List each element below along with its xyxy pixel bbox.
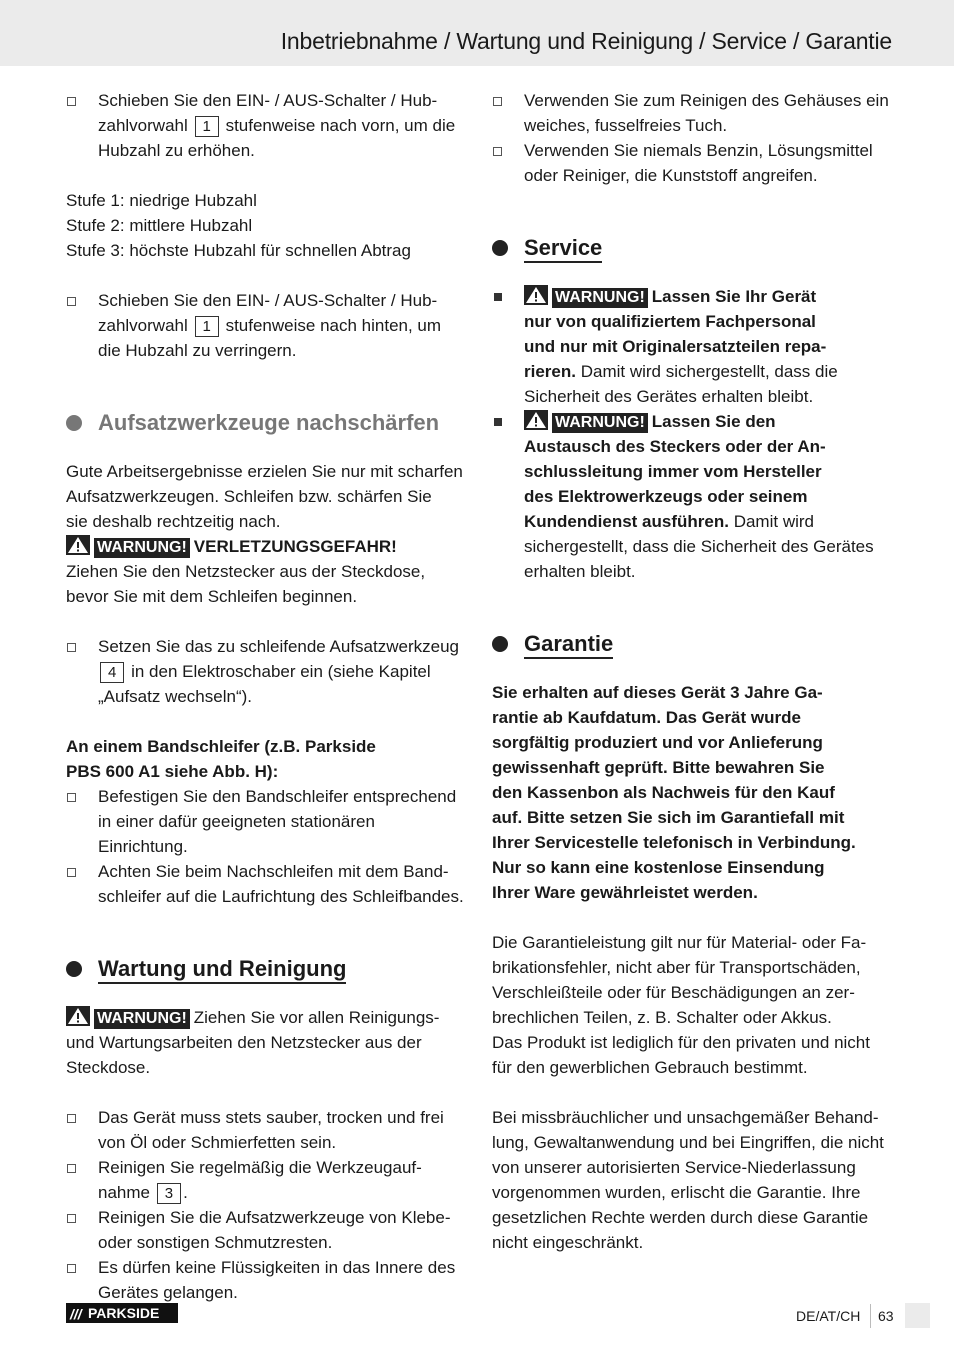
page-number: 63 <box>878 1308 894 1324</box>
filled-square-bullet-icon <box>494 293 502 301</box>
list-item <box>66 1105 466 1155</box>
list-item <box>66 1255 466 1305</box>
list-item-text: Setzen Sie das zu schleifende Aufsatzwerkzeug <box>98 637 459 656</box>
list-item-text: Es dürfen keine Flüssigkeiten in das Innere des <box>98 1258 456 1277</box>
paragraph-line: sie deshalb rechtzeitig nach. <box>66 512 281 531</box>
list-item <box>492 88 892 138</box>
list-item-text: „Aufsatz wechseln“). <box>98 687 252 706</box>
list-item-text: Reinigen Sie die Aufsatzwerkzeuge von Klebe- <box>98 1208 451 1227</box>
section-heading-wartung: Wartung und Reinigung <box>66 954 466 984</box>
list-item-text: stufenweise nach vorn, um die <box>225 116 456 135</box>
warning-triangle-icon <box>524 410 548 430</box>
paragraph-line: bevor Sie mit dem Schleifen beginnen. <box>66 587 358 606</box>
section-dot-icon <box>492 240 508 256</box>
language-codes: DE/AT/CH <box>796 1308 861 1324</box>
list-item: WARNUNG! Lassen Sie Ihr Gerät nur von qualifiziertem Fachpersonal und nur mit Originalersatzteilen repa- rieren. Damit wird sichergestellt, dass die Sicherheit des Gerätes erhalten bleibt. <box>492 284 892 409</box>
warning-label: WARNUNG! <box>94 1009 190 1029</box>
list-item-text: oder Reiniger, die Kunststoff angreifen. <box>524 166 818 185</box>
open-square-bullet-icon <box>493 147 502 156</box>
list-item-text: oder sonstigen Schmutzresten. <box>98 1233 333 1252</box>
warning-line <box>66 534 466 559</box>
open-square-bullet-icon <box>67 97 76 106</box>
garantie-paragraph-2: Die Garantieleistung gilt nur für Material- oder Fa- brikationsfehler, nicht aber für Transportschäden, Verschleißteile oder für Beschädigungen an zer- brechlichen Teilen, z. B. Schalter oder Akkus. Das Produkt ist lediglich für den privaten und nicht für den gewerblichen Gebrauch bestimmt. <box>492 933 870 1077</box>
list-item: WARNUNG! Lassen Sie den Austausch des Steckers oder der An- schlussleitung immer vom Hersteller des Elektrowerkzeugs oder seinem Kundendienst ausführen. Damit wird sichergestellt, dass die Sicherheit des Gerätes erhalten bleibt. <box>492 409 892 584</box>
list-item-text: nahme <box>98 1183 150 1202</box>
list-item <box>66 88 466 163</box>
page-title: Inbetriebnahme / Wartung und Reinigung / Service / Garantie <box>280 28 892 54</box>
paragraph-line: Aufsatzwerkzeugen. Schleifen bzw. schärfen Sie <box>66 487 432 506</box>
list-item-text: zahlvorwahl <box>98 116 188 135</box>
warning-triangle-icon <box>524 285 548 305</box>
garantie-bold-paragraph: Sie erhalten auf dieses Gerät 3 Jahre Ga- rantie ab Kaufdatum. Das Gerät wurde sorgfältig produziert und vor Anlieferung gewissenhaft geprüft. Bitte bewahren Sie den Kassenbon als Nachweis für den Kauf auf. Bitte setzen Sie sich im Garantiefall mit Ihrer Servicestelle telefonisch in Verbindung. Nur so kann eine kostenlose Einsendung Ihrer Ware gewährleistet werden. <box>492 683 856 902</box>
open-square-bullet-icon <box>493 97 502 106</box>
warning-label: WARNUNG! <box>552 413 648 433</box>
list-item-text: Schieben Sie den EIN- / AUS-Schalter / Hub- <box>98 91 438 110</box>
list-item-text: in einer dafür geeigneten stationären Einrichtung. <box>98 812 375 856</box>
warning-triangle-icon <box>66 1006 90 1026</box>
left-column <box>66 88 466 1305</box>
list-item-text: Gerätes gelangen. <box>98 1283 238 1302</box>
stufe-3: Stufe 3: höchste Hubzahl für schnellen Abtrag <box>66 241 411 260</box>
list-item <box>66 859 466 909</box>
paragraph-line: Steckdose. <box>66 1058 151 1077</box>
stufe-1: Stufe 1: niedrige Hubzahl <box>66 191 257 210</box>
list-item-text: Das Gerät muss stets sauber, trocken und frei <box>98 1108 444 1127</box>
list-item <box>66 1205 466 1255</box>
reference-number: 4 <box>100 662 124 683</box>
warning-line: WARNUNG! Ziehen Sie vor allen Reinigungs- <box>66 1005 466 1030</box>
list-item-text: schleifer auf die Laufrichtung des Schleifbandes. <box>98 887 464 906</box>
list-item <box>66 784 466 859</box>
paragraph-line: Ziehen Sie den Netzstecker aus der Steckdose, <box>66 562 426 581</box>
reference-number: 1 <box>195 116 219 137</box>
footer-divider <box>870 1304 871 1328</box>
warning-triangle-icon <box>66 535 90 555</box>
list-item <box>66 634 466 709</box>
list-item-text: von Öl oder Schmierfetten sein. <box>98 1133 337 1152</box>
section-dot-icon <box>492 636 508 652</box>
list-item-text: Achten Sie beim Nachschleifen mit dem Band- <box>98 862 449 881</box>
stufe-2: Stufe 2: mittlere Hubzahl <box>66 216 253 235</box>
reference-number: 3 <box>157 1183 181 1204</box>
reference-number: 1 <box>195 316 219 337</box>
section-heading-service: Service <box>492 233 892 263</box>
list-item-text: die Hubzahl zu verringern. <box>98 341 297 360</box>
list-item: Reinigen Sie regelmäßig die Werkzeugauf- nahme 3 . <box>66 1155 466 1205</box>
list-item-text: Verwenden Sie niemals Benzin, Lösungsmittel <box>524 141 873 160</box>
list-item-text: Befestigen Sie den Bandschleifer entsprechend <box>98 787 457 806</box>
open-square-bullet-icon <box>67 297 76 306</box>
warning-title: VERLETZUNGSGEFAHR! <box>193 537 397 556</box>
subheading-bandschleifer: An einem Bandschleifer (z.B. Parkside PBS 600 A1 siehe Abb. H): <box>66 737 376 781</box>
open-square-bullet-icon <box>67 1214 76 1223</box>
page-header <box>0 0 954 66</box>
list-item-text: Reinigen Sie regelmäßig die Werkzeugauf- <box>98 1158 422 1177</box>
list-item-text: stufenweise nach hinten, um <box>225 316 442 335</box>
section-heading-nachschaerfen: Aufsatzwerkzeuge nachschärfen <box>66 408 466 438</box>
warning-label: WARNUNG! <box>94 538 190 558</box>
open-square-bullet-icon <box>67 1164 76 1173</box>
right-column <box>492 88 892 1255</box>
section-dot-icon <box>66 961 82 977</box>
open-square-bullet-icon <box>67 643 76 652</box>
list-item-text: zahlvorwahl <box>98 316 188 335</box>
list-item-text: weiches, fusselfreies Tuch. <box>524 116 728 135</box>
list-item-text: Schieben Sie den EIN- / AUS-Schalter / Hub- <box>98 291 438 310</box>
list-item <box>66 288 466 363</box>
paragraph-line: Gute Arbeitsergebnisse erzielen Sie nur mit scharfen <box>66 462 463 481</box>
section-dot-icon <box>66 415 82 431</box>
open-square-bullet-icon <box>67 1114 76 1123</box>
paragraph-line: und Wartungsarbeiten den Netzstecker aus der <box>66 1033 422 1052</box>
list-item-text: Hubzahl zu erhöhen. <box>98 141 255 160</box>
section-heading-garantie: Garantie <box>492 629 892 659</box>
open-square-bullet-icon <box>67 868 76 877</box>
filled-square-bullet-icon <box>494 418 502 426</box>
warning-label: WARNUNG! <box>552 288 648 308</box>
parkside-logo: /// PARKSIDE <box>66 1303 178 1323</box>
open-square-bullet-icon <box>67 793 76 802</box>
list-item <box>492 138 892 188</box>
list-item-text: Verwenden Sie zum Reinigen des Gehäuses ein <box>524 91 889 110</box>
open-square-bullet-icon <box>67 1264 76 1273</box>
list-item-text: in den Elektroschaber ein (siehe Kapitel <box>131 662 431 681</box>
garantie-paragraph-3: Bei missbräuchlicher und unsachgemäßer Behand- lung, Gewaltanwendung und bei Eingriffen, die nicht von unserer autorisierten Service-Niederlassung vorgenommen wurden, erlischt die Garantie. Ihre gesetzlichen Rechte werden durch diese Garantie nicht eingeschränkt. <box>492 1108 884 1252</box>
footer-tab-marker <box>905 1303 930 1328</box>
